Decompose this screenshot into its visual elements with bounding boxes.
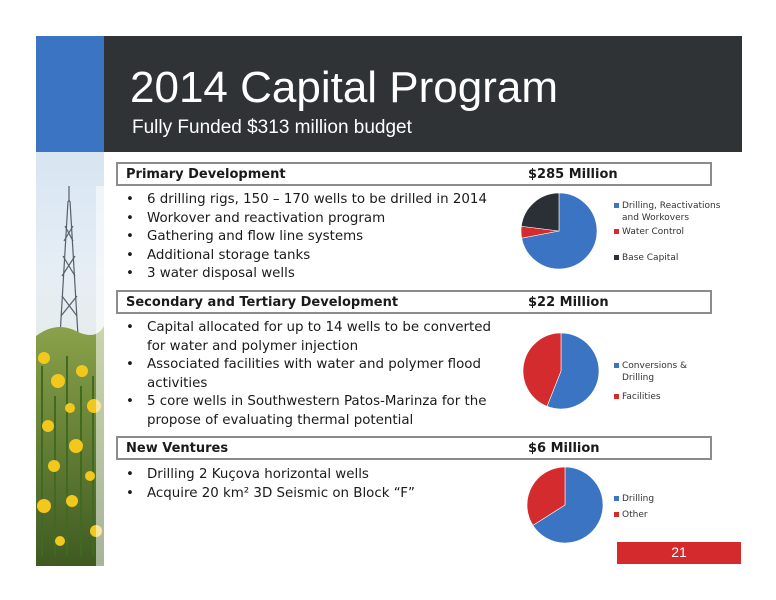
pie-chart-primary-development: [520, 192, 598, 270]
legend-swatch: [614, 255, 619, 260]
accent-blue-block: [36, 36, 104, 152]
slide-subtitle: Fully Funded $313 million budget: [132, 117, 412, 138]
section-amount: $285 Million: [528, 167, 618, 182]
legend-swatch: [614, 512, 619, 517]
list-item: • 5 core wells in Southwestern Patos-Marinza for the propose of evaluating thermal potential: [126, 393, 506, 430]
section-bar-new-ventures: [116, 436, 712, 460]
section-label: Secondary and Tertiary Development: [126, 295, 399, 310]
section-bar-secondary-tertiary-development: [116, 290, 712, 314]
list-item: • Drilling 2 Kuçova horizontal wells: [126, 466, 506, 485]
pie-chart-new-ventures: [526, 466, 604, 544]
list-item: • Workover and reactivation program: [126, 210, 506, 229]
list-item: • 3 water disposal wells: [126, 265, 506, 284]
legend-label: Conversions & Drilling: [622, 361, 688, 383]
legend-label: Water Control: [622, 227, 684, 237]
legend-swatch: [614, 203, 619, 208]
legend-secondary-development: [614, 360, 732, 410]
legend-swatch: [614, 363, 619, 368]
legend-label: Base Capital: [622, 253, 679, 263]
legend-swatch: [614, 229, 619, 234]
legend-label: Drilling, Reactivations and Workovers: [622, 201, 721, 223]
list-item: • Acquire 20 km² 3D Seismic on Block “F”: [126, 485, 506, 504]
secondary-development-bullets: [126, 319, 506, 430]
pie-slice-base-capital: [521, 193, 559, 231]
legend-primary-development: [614, 200, 732, 270]
section-label: New Ventures: [126, 441, 229, 456]
list-item: • Capital allocated for up to 14 wells to be converted for water and polymer injection: [126, 319, 506, 356]
slide-title: 2014 Capital Program: [130, 63, 559, 112]
legend-swatch: [614, 496, 619, 501]
legend-label: Drilling: [622, 494, 655, 504]
legend-new-ventures: [614, 493, 732, 523]
section-label: Primary Development: [126, 167, 286, 182]
page-number: 21: [671, 544, 687, 560]
list-item: • 6 drilling rigs, 150 – 170 wells to be drilled in 2014: [126, 191, 506, 210]
pie-chart-secondary-development: [522, 332, 600, 410]
section-amount: $22 Million: [528, 295, 609, 310]
section-amount: $6 Million: [528, 441, 600, 456]
new-ventures-bullets: [126, 466, 506, 503]
list-item: • Associated facilities with water and polymer flood activities: [126, 356, 506, 393]
list-item: • Gathering and flow line systems: [126, 228, 506, 247]
legend-label: Facilities: [622, 392, 661, 402]
list-item: • Additional storage tanks: [126, 247, 506, 266]
legend-label: Other: [622, 510, 648, 520]
primary-development-bullets: [126, 191, 506, 284]
legend-swatch: [614, 394, 619, 399]
section-bar-primary-development: [116, 162, 712, 186]
